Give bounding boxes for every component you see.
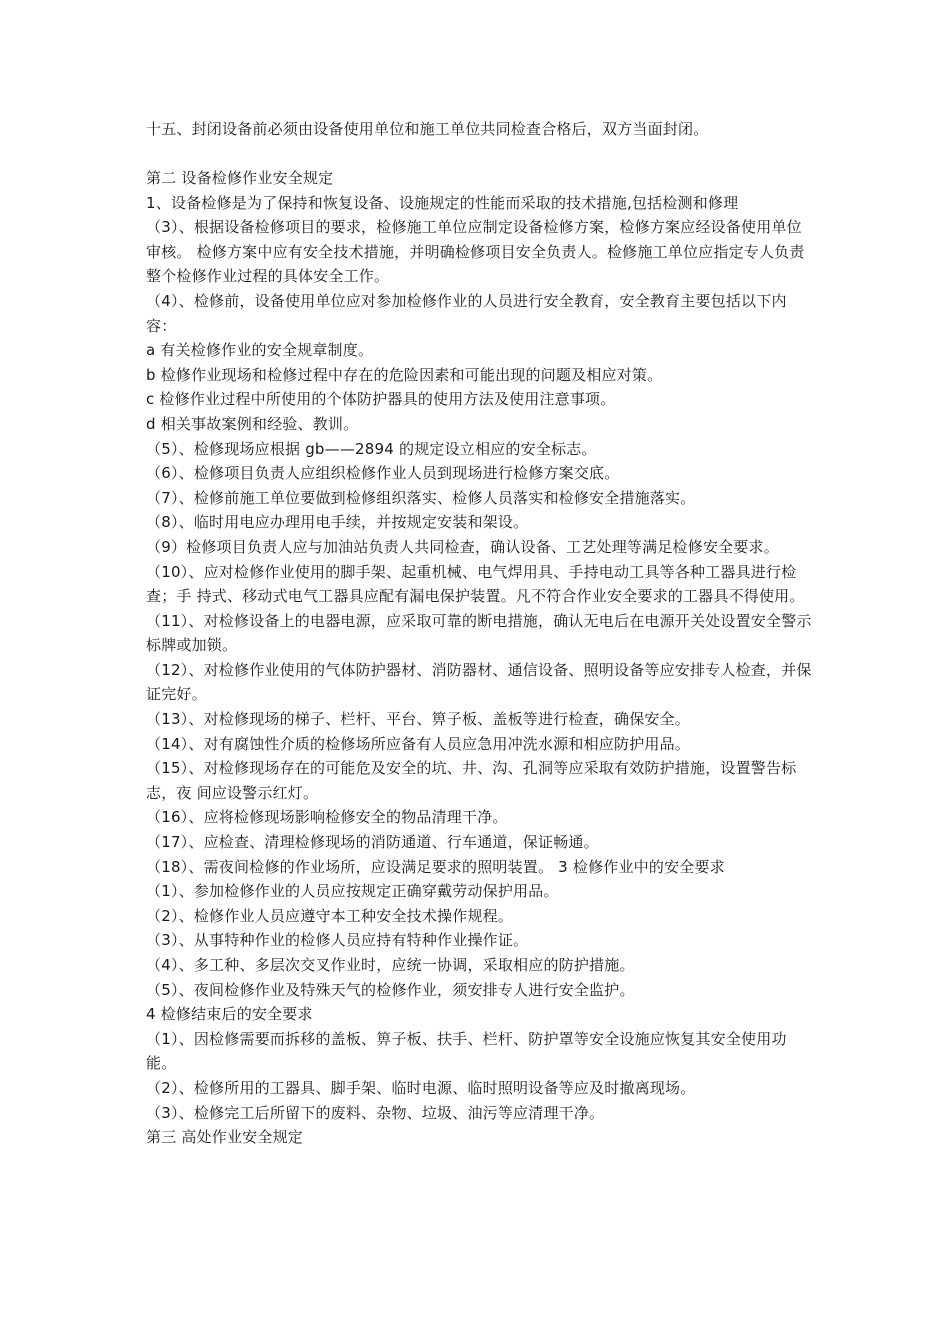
- paragraph: （1）、因检修需要而拆移的盖板、箅子板、扶手、栏杆、防护罩等安全设施应恢复其安全使用功能。: [146, 1029, 787, 1073]
- paragraph: （11）、对检修设备上的电器电源，应采取可靠的断电措施，确认无电后在电源开关处设置安全警示标牌或加锁。: [146, 611, 812, 655]
- paragraph: 1、设备检修是为了保持和恢复设备、设施规定的性能而采取的技术措施,包括检测和修理: [146, 193, 739, 212]
- paragraph: （12）、对检修作业使用的气体防护器材、消防器材、通信设备、照明设备等应安排专人检查，并保证完好。: [146, 660, 812, 704]
- paragraph: a 有关检修作业的安全规章制度。: [146, 341, 374, 360]
- paragraph: c 检修作业过程中所使用的个体防护器具的使用方法及使用注意事项。: [146, 390, 616, 409]
- paragraph: （18）、需夜间检修的作业场所，应设满足要求的照明装置。 3 检修作业中的安全要求: [146, 857, 725, 876]
- paragraph: （3）、检修完工后所留下的废料、杂物、垃圾、油污等应清理干净。: [146, 1103, 605, 1122]
- paragraph: （5）、检修现场应根据 gb——2894 的规定设立相应的安全标志。: [146, 439, 597, 458]
- paragraph: （2）、检修所用的工器具、脚手架、临时电源、临时照明设备等应及时撤离现场。: [146, 1078, 696, 1097]
- paragraph: （9）检修项目负责人应与加油站负责人共同检查，确认设备、工艺处理等满足检修安全要求。: [146, 537, 779, 556]
- paragraph: （3）、根据设备检修项目的要求，检修施工单位应制定设备检修方案，检修方案应经设备使用单位审核。 检修方案中应有安全技术措施，并明确检修项目安全负责人。检修施工单位应指定专人负责整个检修作业过程的具体安全工作。: [146, 218, 805, 286]
- paragraph: （7）、检修前施工单位要做到检修组织落实、检修人员落实和检修安全措施落实。: [146, 488, 696, 507]
- subsection-heading: 4 检修结束后的安全要求: [146, 1005, 313, 1024]
- intro-section: [146, 117, 812, 142]
- paragraph: （1）、参加检修作业的人员应按规定正确穿戴劳动保护用品。: [146, 882, 559, 901]
- paragraph: （5）、夜间检修作业及特殊天气的检修作业，须安排专人进行安全监护。: [146, 980, 635, 999]
- paragraph: （17）、应检查、清理检修现场的消防通道、行车通道，保证畅通。: [146, 833, 599, 852]
- main-section: [146, 166, 812, 1150]
- paragraph: （2）、检修作业人员应遵守本工种安全技术操作规程。: [146, 906, 514, 925]
- paragraph: （10）、应对检修作业使用的脚手架、起重机械、电气焊用具、手持电动工具等各种工器具进行检查；手 持式、移动式电气工器具应配有漏电保护装置。凡不符合作业安全要求的工器具不得使用。: [146, 562, 805, 606]
- paragraph: （6）、检修项目负责人应组织检修作业人员到现场进行检修方案交底。: [146, 464, 620, 483]
- paragraph: （4）、多工种、多层次交叉作业时，应统一协调，采取相应的防护措施。: [146, 956, 635, 974]
- paragraph: d 相关事故案例和经验、教训。: [146, 414, 359, 433]
- paragraph: （13）、对检修现场的梯子、栏杆、平台、箅子板、盖板等进行检查，确保安全。: [146, 710, 690, 729]
- paragraph: （14）、对有腐蚀性介质的检修场所应备有人员应急用冲洗水源和相应防护用品。: [146, 734, 690, 753]
- paragraph: b 检修作业现场和检修过程中存在的危险因素和可能出现的问题及相应对策。: [146, 365, 663, 384]
- paragraph: （3）、从事特种作业的检修人员应持有特种作业操作证。: [146, 931, 529, 950]
- paragraph: （15）、对检修现场存在的可能危及安全的坑、井、沟、孔洞等应采取有效防护措施，设置警告标志，夜 间应设警示红灯。: [146, 759, 797, 802]
- intro-paragraph: 十五、封闭设备前必须由设备使用单位和施工单位共同检查合格后，双方当面封闭。: [146, 120, 709, 138]
- paragraph: （8）、临时用电应办理用电手续，并按规定安装和架设。: [146, 513, 529, 532]
- paragraph: （4）、检修前，设备使用单位应对参加检修作业的人员进行安全教育，安全教育主要包括以下内容：: [146, 291, 787, 335]
- section-heading: 第二 设备检修作业安全规定: [146, 169, 334, 187]
- section-heading: 第三 高处作业安全规定: [146, 1128, 303, 1147]
- paragraph: （16）、应将检修现场影响检修安全的物品清理干净。: [146, 808, 508, 827]
